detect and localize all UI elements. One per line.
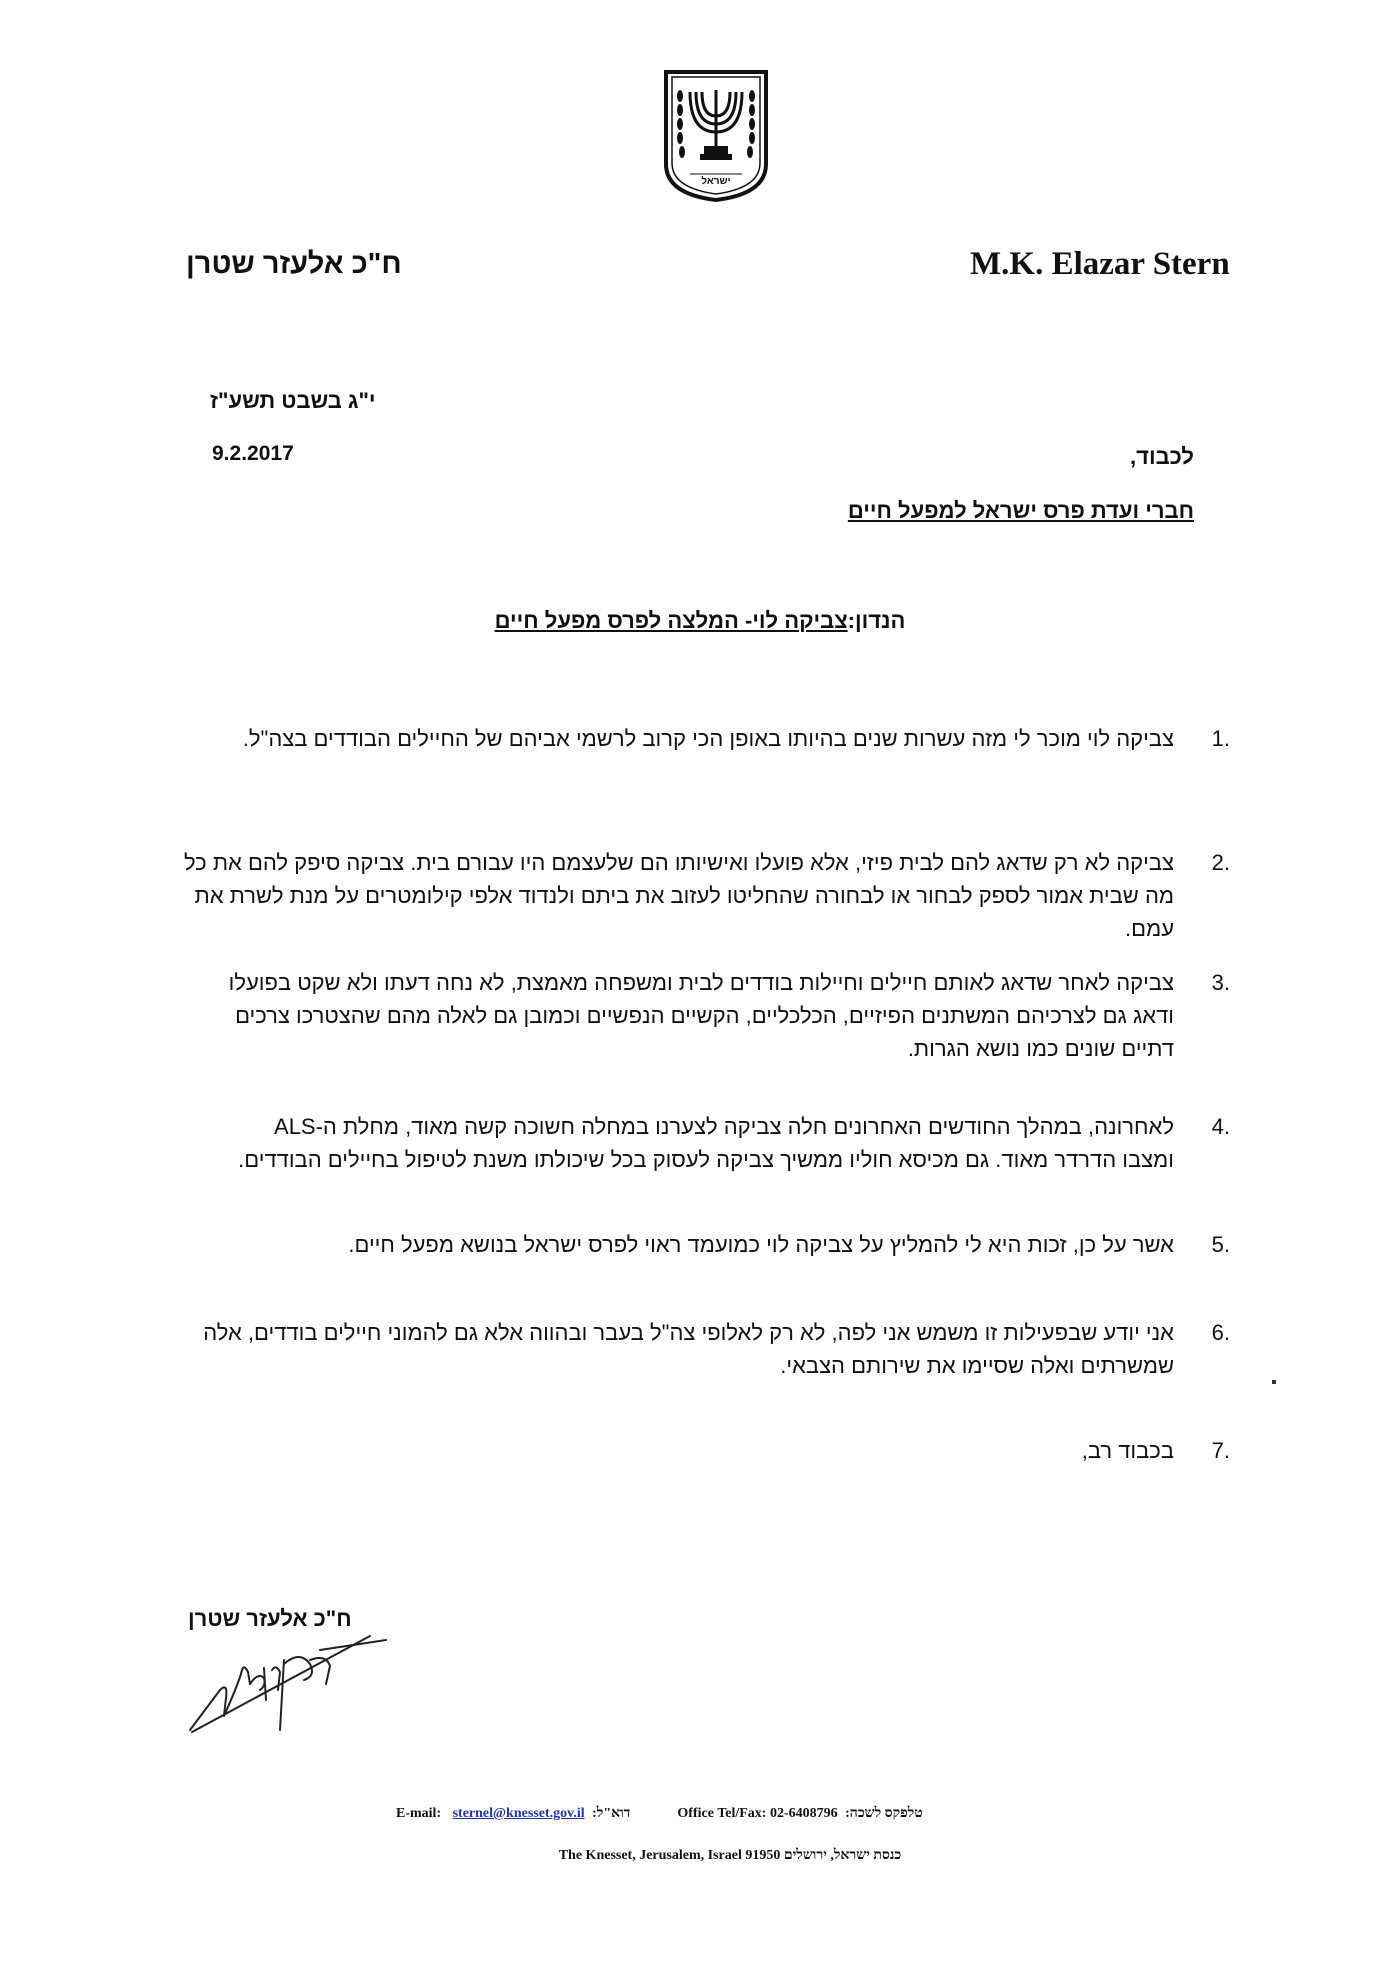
list-item: [170, 1110, 1230, 1176]
date-gregorian: 9.2.2017: [212, 442, 294, 465]
list-item: [170, 722, 1230, 755]
item-number: 5.: [1211, 1232, 1230, 1257]
list-item: [170, 846, 1230, 945]
list-item: [170, 1316, 1230, 1382]
item-text: אשר על כן, זכות היא לי להמליץ על צביקה לוי כמועמד ראוי לפרס ישראל בנושא מפעל חיים.: [348, 1232, 1174, 1257]
handwritten-signature: [180, 1620, 390, 1740]
item-text: אני יודע שבפעילות זו משמש אני לפה, לא רק לאלופי צה"ל בעבר ובהווה אלא גם להמוני חיילים בודדים, אלה שמשרתים ואלה שסיימו את שירותם הצבאי.: [203, 1320, 1174, 1378]
list-item: [170, 966, 1230, 1065]
recipient-committee: חברי ועדת פרס ישראל למפעל חיים: [847, 498, 1194, 523]
list-item: [170, 1434, 1230, 1467]
office-phone-label-hebrew: טלפקס לשכה:: [845, 1806, 923, 1821]
signature-scribble-icon: [180, 1620, 390, 1740]
sender-name-hebrew: ח"כ אלעזר שטרן: [186, 248, 402, 280]
email-link[interactable]: sternel@knesset.gov.il: [452, 1806, 585, 1821]
subject-text: צביקה לוי- המלצה לפרס מפעל חיים: [494, 608, 848, 633]
item-text: בכבוד רב,: [1081, 1438, 1174, 1463]
item-number: 7.: [1211, 1438, 1230, 1463]
emblem-caption: ישראל: [701, 176, 731, 187]
item-number: 3.: [1211, 970, 1230, 995]
footer-contact: [396, 1806, 1076, 1822]
item-text: צביקה לוי מוכר לי מזה עשרות שנים בהיותו באופן הכי קרוב לרשמי אביהם של החיילים הבודדים בצה"ל.: [242, 726, 1174, 751]
item-text: לאחרונה, במהלך החודשים האחרונים חלה צביקה לצערנו במחלה חשוכה קשה מאוד, מחלת ה-ALS ומצבו הדרדר מאוד. גם מכיסא חוליו ממשיך צביקה לעסוק בכל שיכולתו משנת לטיפול בחיילים הבודדים.: [238, 1114, 1174, 1172]
subject-line: [440, 608, 960, 634]
item-text: צביקה לאחר שדאג לאותם חיילים וחיילות בודדים לבית ומשפחה מאמצת, לא נחה דעתו ולא שקט בפועלו ודאג גם לצרכיהם המשתנים הפיזיים, הכלכליים, הקשיים הנפשיים וכמובן גם לאלה מהם שהצטרכו צרכים דתיים שונים כמו נושא הגרות.: [228, 970, 1174, 1061]
subject-prefix: הנדון:: [847, 608, 906, 633]
item-number: 1.: [1211, 726, 1230, 751]
item-text: צביקה לא רק שדאג להם לבית פיזי, אלא פועלו ואישיותו הם שלעצמם היו עבורם בית. צביקה סיפק להם את כל מה שבית אמור לספק לבחור או לבחורה שהחליטו לעזוב את ביתם ולנדוד אלפי קילומטרים על מנת לשרת את עמם.: [183, 850, 1174, 941]
footer-address: The Knesset, Jerusalem, Israel 91950 כנסת ישראל, ירושלים: [558, 1848, 902, 1863]
list-item: [170, 1228, 1230, 1261]
date-hebrew: י"ג בשבט תשע"ז: [210, 388, 376, 413]
item-number: 6.: [1211, 1320, 1230, 1345]
signature-name: ח"כ אלעזר שטרן: [188, 1606, 352, 1631]
sender-name-english: M.K. Elazar Stern: [970, 246, 1230, 282]
stray-dot: [1272, 1380, 1276, 1384]
office-phone: Office Tel/Fax: 02-6408796: [677, 1806, 838, 1821]
item-number: 4.: [1211, 1114, 1230, 1139]
email-label: E-mail:: [396, 1806, 442, 1821]
email-label-hebrew: דוא"ל:: [592, 1806, 631, 1821]
item-number: 2.: [1211, 850, 1230, 875]
salutation: לכבוד,: [1130, 444, 1194, 469]
